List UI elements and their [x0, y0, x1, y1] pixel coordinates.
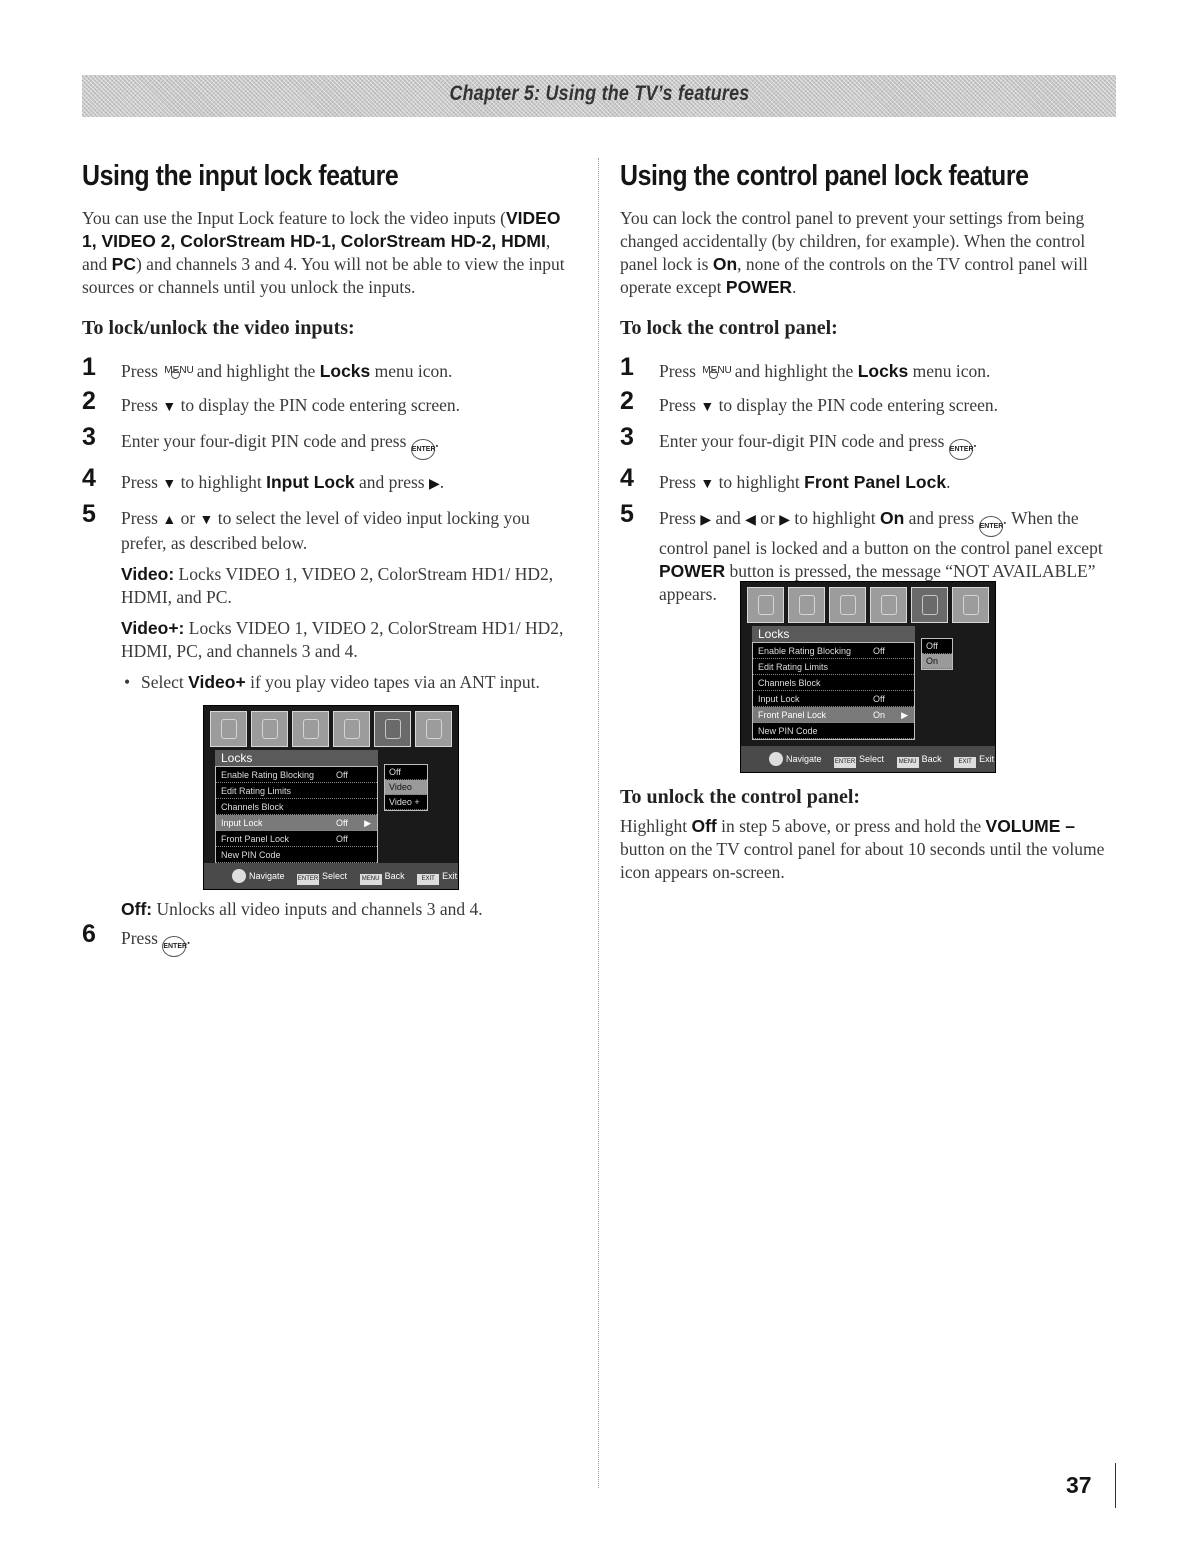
bullet-text: Select [141, 672, 189, 692]
option-item: Off [385, 765, 427, 780]
unlock-text-3: button on the TV control panel for about 10 seconds until the volume icon appears on-screen. [620, 839, 1105, 882]
menu-row [216, 831, 377, 847]
step-text: . [439, 472, 445, 492]
front-panel-lock-options [921, 638, 953, 670]
videoplus-option-desc [121, 617, 579, 663]
step-text: to highlight [176, 472, 267, 492]
control-panel-lock-tv-screen [740, 581, 996, 773]
select-label: Select [322, 871, 348, 881]
menu-button-icon [700, 362, 730, 379]
step-bold: Locks [319, 361, 371, 381]
menu-row [753, 643, 914, 659]
exit-label: Exit [979, 754, 995, 764]
step-2 [82, 387, 579, 419]
step-text: menu icon. [370, 361, 453, 381]
down-arrow-icon: ▼ [700, 400, 715, 415]
step-number: 2 [620, 387, 634, 415]
step-6 [82, 920, 579, 957]
unlock-subheading: To unlock the control panel: [620, 786, 861, 808]
bullet-text: if you play video tapes via an ANT input. [245, 672, 540, 692]
row-label: Enable Rating Blocking [221, 770, 315, 780]
step-1 [620, 353, 1120, 383]
select-label: Select [859, 754, 885, 764]
navigate-icon [232, 869, 246, 883]
audio-menu-icon [829, 587, 866, 623]
preferences-menu-icon [333, 711, 370, 747]
step-1 [82, 353, 579, 383]
left-lower-column [82, 898, 579, 968]
step-text: . [186, 928, 191, 948]
option-item-selected: On [922, 654, 952, 669]
down-arrow-icon: ▼ [162, 477, 177, 492]
intro-text-3: ) and channels 3 and 4. You will not be able to view the input sources or channels until you unlock the inputs. [82, 254, 565, 297]
locks-menu-icon [374, 711, 411, 747]
menu-row [216, 767, 377, 783]
input-lock-options [384, 764, 428, 811]
menu-row [216, 783, 377, 799]
step-text: . [946, 472, 951, 492]
chapter-header-bar [82, 75, 1116, 117]
step-bold: Locks [857, 361, 909, 381]
chapter-title: Chapter 5: Using the TV’s features [449, 82, 749, 105]
row-label: Enable Rating Blocking [758, 646, 852, 656]
row-label: Channels Block [221, 802, 284, 812]
step-text: Enter your four-digit PIN code and press [121, 431, 411, 451]
applications-menu-icon [415, 711, 452, 747]
menu-key-icon: MENU [897, 757, 919, 768]
exit-key-icon: EXIT [417, 874, 439, 885]
menu-row [216, 799, 377, 815]
locks-menu-title: Locks [215, 750, 378, 766]
step-bold: Input Lock [266, 472, 355, 492]
unlock-section [620, 778, 1120, 884]
navigate-icon [769, 752, 783, 766]
step-text: Press [121, 361, 163, 381]
unlock-text [620, 815, 1120, 884]
row-label: Front Panel Lock [758, 710, 827, 720]
input-lock-heading: Using the input lock feature [82, 160, 399, 192]
step-text: Press [659, 472, 701, 492]
step-text: to highlight [790, 508, 880, 528]
back-label: Back [384, 871, 405, 881]
step-text: Press [659, 361, 701, 381]
up-arrow-icon: ▲ [162, 513, 177, 528]
step-text: . [972, 431, 978, 451]
setup-menu-icon [251, 711, 288, 747]
bullet-dot: • [124, 672, 131, 692]
menu-button-icon [162, 362, 192, 379]
left-column [82, 160, 579, 705]
intro-text-1: You can lock the control panel to prevent your settings from being changed accidentally (by children, for example). When the control panel lock is [620, 208, 1086, 274]
step-number: 2 [82, 387, 96, 415]
intro-text-2: , and [82, 231, 551, 274]
step-2 [620, 387, 1120, 419]
preferences-menu-icon [870, 587, 907, 623]
step-text: and highlight the [730, 361, 858, 381]
step-text: menu icon. [908, 361, 991, 381]
column-divider [598, 158, 599, 1488]
step-text: to display the PIN code entering screen. [714, 395, 998, 415]
enter-button-icon: ENTER [162, 936, 186, 957]
input-lock-intro [82, 207, 579, 299]
row-value: Off [336, 834, 348, 844]
unlock-bold-off: Off [691, 816, 717, 836]
step-number: 4 [82, 464, 96, 492]
row-value: On [873, 710, 886, 720]
right-column [620, 160, 1120, 617]
lock-control-panel-subheading: To lock the control panel: [620, 317, 838, 339]
intro-bold-pc: PC [111, 254, 136, 274]
unlock-text-2: in step 5 above, or press and hold the [716, 816, 986, 836]
right-arrow-icon: ▶ [428, 477, 440, 492]
step-number: 5 [620, 500, 634, 528]
step-text: button is pressed, the message “NOT AVAILABLE” appears. [659, 561, 1096, 604]
menu-row [753, 675, 914, 691]
step-number: 3 [620, 423, 634, 451]
locks-menu-icon [911, 587, 948, 623]
picture-menu-icon [210, 711, 247, 747]
audio-menu-icon [292, 711, 329, 747]
step-text: to display the PIN code entering screen. [176, 395, 460, 415]
input-lock-tv-screen [203, 705, 459, 890]
videoplus-label: Video+: [121, 618, 185, 638]
step-text: to select the level of video input locking you prefer, as described below. [121, 508, 530, 553]
navigate-label: Navigate [249, 871, 285, 881]
menu-icon-bar [210, 711, 452, 747]
step-text: Press [659, 395, 701, 415]
tv-bottom-bar [741, 746, 995, 772]
option-item: Off [922, 639, 952, 654]
video-label: Video: [121, 564, 175, 584]
intro-bold-on: On [712, 254, 738, 274]
option-item: Video + [385, 795, 427, 810]
down-arrow-icon: ▼ [700, 477, 715, 492]
back-label: Back [921, 754, 942, 764]
picture-menu-icon [747, 587, 784, 623]
step-number: 1 [82, 353, 96, 381]
step-text: and highlight the [192, 361, 320, 381]
row-value: Off [873, 646, 885, 656]
control-panel-lock-heading: Using the control panel lock feature [620, 160, 1029, 192]
step-text: Press [121, 472, 163, 492]
videoplus-text: Locks VIDEO 1, VIDEO 2, ColorStream HD1/ HD2, HDMI, PC, and channels 3 and 4. [121, 618, 564, 661]
videoplus-bullet [121, 671, 579, 694]
step-text: Press [121, 508, 163, 528]
step-5 [82, 500, 579, 694]
step-number: 5 [82, 500, 96, 528]
right-arrow-icon: ▶ [700, 513, 712, 528]
menu-row [753, 691, 914, 707]
step-bold-power: POWER [659, 561, 726, 581]
control-panel-intro [620, 207, 1120, 299]
step-text: and press [354, 472, 429, 492]
left-arrow-icon: ◀ [745, 513, 756, 528]
menu-icon-label: MENU [702, 365, 732, 376]
off-label: Off: [121, 899, 153, 919]
setup-menu-icon [788, 587, 825, 623]
locks-menu-list [752, 642, 915, 740]
row-label: New PIN Code [758, 726, 818, 736]
right-arrow-icon: ▶ [779, 513, 791, 528]
row-value: Off [336, 818, 348, 828]
row-label: Channels Block [758, 678, 821, 688]
off-option-desc [82, 898, 579, 921]
enter-button-icon: ENTER [949, 439, 973, 460]
unlock-text-1: Highlight [620, 816, 692, 836]
row-label: Input Lock [221, 818, 263, 828]
menu-icon-label: MENU [164, 365, 194, 376]
row-label: New PIN Code [221, 850, 281, 860]
intro-bold-inputs: VIDEO 1, VIDEO 2, ColorStream HD-1, ColorStream HD-2, HDMI [82, 208, 561, 251]
step-text: and [711, 508, 746, 528]
step-text: or [176, 508, 200, 528]
step-text: to highlight [714, 472, 805, 492]
intro-text-2: , none of the controls on the TV control panel will operate except [620, 254, 1088, 297]
step-3 [620, 423, 1120, 460]
step-number: 4 [620, 464, 634, 492]
row-arrow-icon: ▶ [364, 818, 371, 828]
applications-menu-icon [952, 587, 989, 623]
enter-button-icon: ENTER [979, 516, 1003, 537]
step-text: or [755, 508, 780, 528]
step-4 [82, 464, 579, 496]
video-option-desc [121, 563, 579, 609]
locks-menu-list [215, 766, 378, 864]
step-text: Press [121, 395, 163, 415]
bullet-bold: Video+ [188, 672, 246, 692]
lock-unlock-subheading: To lock/unlock the video inputs: [82, 317, 355, 339]
down-arrow-icon: ▼ [162, 400, 177, 415]
enter-key-icon: ENTER [297, 874, 319, 885]
menu-row [753, 723, 914, 739]
row-label: Edit Rating Limits [758, 662, 829, 672]
unlock-bold-volume: VOLUME – [985, 816, 1075, 836]
row-label: Front Panel Lock [221, 834, 290, 844]
step-text: Press [659, 508, 701, 528]
video-text: Locks VIDEO 1, VIDEO 2, ColorStream HD1/ HD2, HDMI, and PC. [121, 564, 554, 607]
step-3 [82, 423, 579, 460]
page-number-rule [1115, 1463, 1116, 1508]
option-item-selected: Video [385, 780, 427, 795]
navigate-label: Navigate [786, 754, 822, 764]
menu-row-selected [216, 815, 377, 831]
step-bold-on: On [879, 508, 905, 528]
intro-bold-power: POWER [725, 277, 793, 297]
row-label: Edit Rating Limits [221, 786, 292, 796]
intro-text-3: . [792, 277, 797, 297]
step-number: 6 [82, 920, 96, 948]
exit-key-icon: EXIT [954, 757, 976, 768]
menu-row-selected [753, 707, 914, 723]
step-number: 1 [620, 353, 634, 381]
menu-icon-bar [747, 587, 989, 623]
page-number: 37 [1066, 1472, 1092, 1498]
locks-menu-title: Locks [752, 626, 915, 642]
menu-row [753, 659, 914, 675]
exit-label: Exit [442, 871, 458, 881]
enter-button-icon: ENTER [411, 439, 435, 460]
down-arrow-icon: ▼ [199, 513, 214, 528]
step-4 [620, 464, 1120, 496]
step-number: 3 [82, 423, 96, 451]
off-text: Unlocks all video inputs and channels 3 and 4. [152, 899, 483, 919]
tv-bottom-bar [204, 863, 458, 889]
menu-row [216, 847, 377, 863]
step-text: . When the control panel is locked and a button on the control panel except [659, 508, 1103, 558]
step-text: Enter your four-digit PIN code and press [659, 431, 949, 451]
row-value: Off [873, 694, 885, 704]
enter-key-icon: ENTER [834, 757, 856, 768]
intro-text-1: You can use the Input Lock feature to lock the video inputs ( [82, 208, 506, 228]
step-text: Press [121, 928, 163, 948]
menu-key-icon: MENU [360, 874, 382, 885]
row-value: Off [336, 770, 348, 780]
row-arrow-icon: ▶ [901, 710, 908, 720]
step-bold: Front Panel Lock [804, 472, 947, 492]
step-text: . [434, 431, 440, 451]
step-text: and press [904, 508, 979, 528]
row-label: Input Lock [758, 694, 800, 704]
